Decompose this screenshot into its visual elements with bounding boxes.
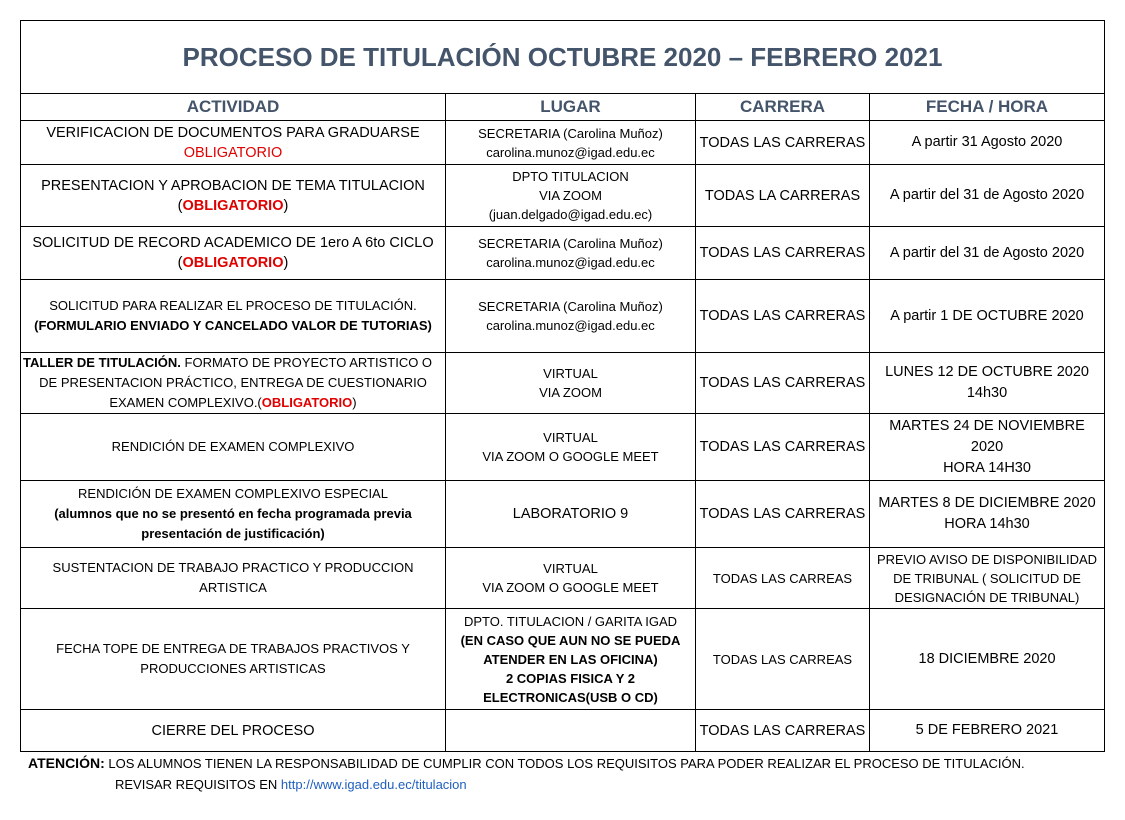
email-text: (juan.delgado@igad.edu.ec): [488, 207, 653, 222]
requirements-link[interactable]: http://www.igad.edu.ec/titulacion: [280, 777, 467, 792]
time-text: HORA 14h30: [944, 516, 1030, 532]
place-text: SECRETARIA (Carolina Muñoz): [478, 299, 663, 314]
career-cell: TODAS LAS CARRERAS: [696, 710, 870, 752]
email-text: carolina.munoz@igad.edu.ec: [486, 144, 655, 160]
activity-cell: [21, 353, 446, 414]
required-label: OBLIGATORIO: [182, 255, 284, 271]
place-cell: LABORATORIO 9: [446, 481, 696, 548]
paren-open: (: [177, 255, 183, 271]
career-cell: TODAS LAS CARREAS: [696, 609, 870, 710]
paren-open: (: [177, 197, 183, 214]
place-cell: [446, 227, 696, 280]
activity-cell: RENDICIÓN DE EXAMEN COMPLEXIVO: [21, 414, 446, 481]
place-cell: [446, 280, 696, 353]
required-label: OBLIGATORIO: [261, 395, 353, 410]
date-cell: 18 DICIEMBRE 2020: [870, 609, 1105, 710]
career-cell: TODAS LA CARRERAS: [696, 165, 870, 227]
place-cell: [446, 121, 696, 165]
activity-cell: CIERRE DEL PROCESO: [21, 710, 446, 752]
activity-note: (FORMULARIO ENVIADO Y CANCELADO VALOR DE TUTORIAS): [34, 318, 432, 333]
activity-text: VERIFICACION DE DOCUMENTOS PARA GRADUARSE: [46, 124, 420, 141]
table-row: [21, 414, 1105, 481]
table-row: [21, 280, 1105, 353]
activity-text-2: ARTISTICA: [199, 580, 267, 595]
date-cell: A partir del 31 de Agosto 2020: [870, 227, 1105, 280]
header-actividad: ACTIVIDAD: [21, 94, 446, 121]
notice-line-2: [28, 774, 1025, 795]
time-text: 14h30: [966, 385, 1008, 401]
place-text: SECRETARIA (Carolina Muñoz): [478, 236, 663, 251]
activity-note: (alumnos que no se presentó en fecha programada previa: [54, 506, 412, 521]
table-row: [21, 710, 1105, 752]
notice-label: ATENCIÓN:: [28, 755, 105, 771]
email-text: carolina.munoz@igad.edu.ec: [486, 318, 655, 333]
career-cell: TODAS LAS CARRERAS: [696, 227, 870, 280]
place-cell: [446, 414, 696, 481]
header-carrera: CARRERA: [696, 94, 870, 121]
place-cell: [446, 548, 696, 609]
career-cell: TODAS LAS CARREAS: [696, 548, 870, 609]
place-cell: [446, 710, 696, 752]
email-text: carolina.munoz@igad.edu.ec: [486, 255, 655, 270]
place-cell: [446, 165, 696, 227]
career-cell: TODAS LAS CARRERAS: [696, 414, 870, 481]
date-cell: A partir del 31 de Agosto 2020: [870, 165, 1105, 227]
date-text: LUNES 12 DE OCTUBRE 2020: [885, 364, 1089, 380]
place-text: VIRTUAL: [543, 561, 598, 576]
date-text-2: DE TRIBUNAL ( SOLICITUD DE: [893, 570, 1081, 586]
activity-text: SOLICITUD PARA REALIZAR EL PROCESO DE TITULACIÓN.: [49, 298, 417, 313]
paren-close: ): [283, 255, 289, 271]
date-cell: [870, 353, 1105, 414]
table-row: [21, 227, 1105, 280]
activity-text-2: PRODUCCIONES ARTISTICAS: [140, 661, 326, 676]
place-note-4: ELECTRONICAS(USB O CD): [483, 689, 658, 705]
place-cell: [446, 609, 696, 710]
notice-line: [28, 753, 1025, 774]
table-row: [21, 481, 1105, 548]
place-text: SECRETARIA (Carolina Muñoz): [478, 125, 663, 141]
place-text-2: VIA ZOOM: [539, 188, 602, 203]
table-row: [21, 353, 1105, 414]
activity-cell: [21, 121, 446, 165]
required-label: OBLIGATORIO: [183, 144, 283, 161]
activity-text-3: EXAMEN COMPLEXIVO.(: [109, 395, 262, 410]
place-text-2: VIA ZOOM O GOOGLE MEET: [482, 449, 659, 464]
date-cell: A partir 1 DE OCTUBRE 2020: [870, 280, 1105, 353]
page-title: PROCESO DE TITULACIÓN OCTUBRE 2020 – FEBRERO 2021: [21, 21, 1105, 94]
place-cell: [446, 353, 696, 414]
activity-text: FECHA TOPE DE ENTREGA DE TRABAJOS PRACTIVOS Y: [56, 641, 410, 656]
table-row: [21, 609, 1105, 710]
date-text: MARTES 8 DE DICIEMBRE 2020: [878, 495, 1096, 511]
place-note-3: 2 COPIAS FISICA Y 2: [505, 670, 636, 686]
place-text: DPTO. TITULACION / GARITA IGAD: [463, 613, 678, 629]
table-row: [21, 548, 1105, 609]
activity-text: SOLICITUD DE RECORD ACADEMICO DE 1ero A 6to CICLO: [32, 235, 434, 251]
notice: [28, 753, 1025, 795]
activity-text: RENDICIÓN DE EXAMEN COMPLEXIVO ESPECIAL: [78, 486, 388, 501]
header-fecha: FECHA / HORA: [870, 94, 1105, 121]
career-cell: TODAS LAS CARRERAS: [696, 353, 870, 414]
date-cell: [870, 481, 1105, 548]
table-row: [21, 165, 1105, 227]
notice-text: LOS ALUMNOS TIENEN LA RESPONSABILIDAD DE CUMPLIR CON TODOS LOS REQUISITOS PARA PODER REALIZAR EL PROCESO DE TITULACIÓN.: [104, 756, 1025, 771]
activity-text: FORMATO DE PROYECTO ARTISTICO O: [180, 355, 433, 370]
activity-cell: [21, 548, 446, 609]
place-text-2: VIA ZOOM O GOOGLE MEET: [482, 580, 659, 595]
activity-text: SUSTENTACION DE TRABAJO PRACTICO Y PRODUCCION: [52, 560, 414, 575]
career-cell: TODAS LAS CARRERAS: [696, 481, 870, 548]
activity-cell: [21, 165, 446, 227]
activity-note-2: presentación de justificación): [141, 526, 325, 541]
table-row: [21, 121, 1105, 165]
place-text: VIRTUAL: [543, 430, 598, 445]
header-row: [21, 94, 1105, 121]
place-text: VIRTUAL: [543, 366, 598, 381]
activity-cell: [21, 227, 446, 280]
schedule-table: [20, 20, 1105, 752]
paren-close: ): [283, 197, 289, 214]
activity-cell: [21, 280, 446, 353]
activity-text: PRESENTACION Y APROBACION DE TEMA TITULACION: [41, 177, 425, 194]
header-lugar: LUGAR: [446, 94, 696, 121]
place-note-2: ATENDER EN LAS OFICINA): [483, 651, 658, 667]
date-text-2: 2020: [970, 438, 1004, 455]
date-text-3: DESIGNACIÓN DE TRIBUNAL): [894, 589, 1080, 605]
career-cell: TODAS LAS CARRERAS: [696, 121, 870, 165]
required-label: OBLIGATORIO: [182, 197, 284, 214]
date-cell: 5 DE FEBRERO 2021: [870, 710, 1105, 752]
place-text: DPTO TITULACION: [512, 169, 629, 184]
place-text-2: VIA ZOOM: [539, 385, 602, 400]
place-note: (EN CASO QUE AUN NO SE PUEDA: [460, 632, 681, 648]
paren-close: ): [352, 395, 357, 410]
date-cell: [870, 548, 1105, 609]
activity-title: TALLER DE TITULACIÓN.: [23, 355, 181, 370]
activity-cell: [21, 609, 446, 710]
date-text: MARTES 24 DE NOVIEMBRE: [889, 417, 1085, 434]
notice-text-2: REVISAR REQUISITOS EN: [115, 777, 281, 792]
date-cell: A partir 31 Agosto 2020: [870, 121, 1105, 165]
time-text: HORA 14H30: [943, 459, 1031, 476]
activity-text-2: DE PRESENTACION PRÁCTICO, ENTREGA DE CUESTIONARIO: [39, 375, 427, 390]
activity-cell: [21, 481, 446, 548]
date-text: PREVIO AVISO DE DISPONIBILIDAD: [876, 551, 1098, 567]
career-cell: TODAS LAS CARRERAS: [696, 280, 870, 353]
date-cell: [870, 414, 1105, 481]
